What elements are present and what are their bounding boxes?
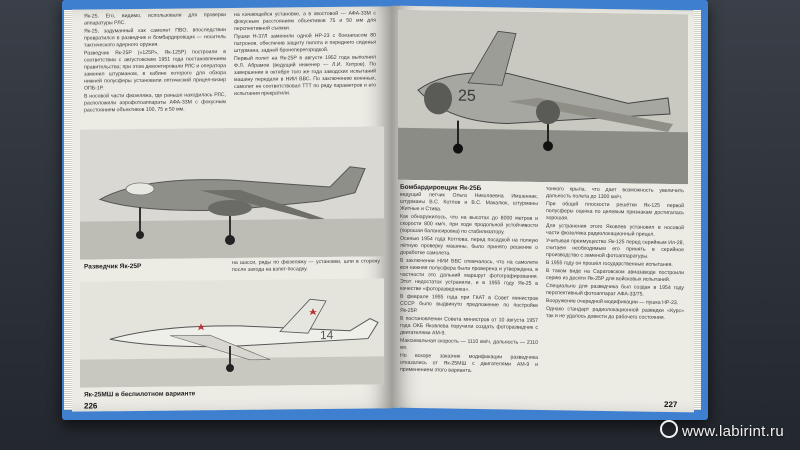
paragraph: Однако стандарт радиолокационной разведки «Курс» так и не удалось довести до рабочего состояния. <box>546 306 684 321</box>
left-page <box>72 6 392 411</box>
paragraph: В феврале 1955 года при ГКАТ в Совет министров СССР было выдвинуто предложение по постройке Як-25Р. <box>400 293 538 315</box>
right-column-2 <box>546 186 684 323</box>
paragraph: При общей плоскости решётки Як-125 первой полусферы оценка по целевым признакам достигалась хорошая. <box>546 201 684 222</box>
photo2-caption: Як-25МШ в беспилотном варианте <box>84 390 196 399</box>
paragraph: тонкого крыла, что дает возможность увеличить дальность полета до 1300 км/ч. <box>546 186 684 201</box>
left-top-column-2 <box>234 10 376 98</box>
paragraph: Осенью 1954 года Котлова, перед посадкой на полную лётную проверку машины, было принято решение о доработке самолета. <box>400 235 538 257</box>
svg-text:14: 14 <box>320 327 334 343</box>
page-edges-right <box>693 10 701 410</box>
paragraph: Як-25. Его, видимо, использовали для проверки аппаратуры РЛС. <box>84 12 226 27</box>
paragraph: Максимальная скорость — 1110 км/ч, дальность — 2110 км. <box>400 337 538 351</box>
photo-yak25r <box>80 126 384 259</box>
paragraph: Специально для разведчика был создан в 1954 году перспективный фотоаппарат АФА-33/75. <box>546 283 684 298</box>
page-number-right: 227 <box>664 399 678 410</box>
paragraph: В заключении НИИ ВВС отмечалось, что на самолете вся нижняя полусфера была проверена и утверждена, в частности это дальний маршрут фотографирования. Этот недостаток устранили, и в 1955 году Як-25 в качестве «фоторазведчика». <box>400 257 538 293</box>
photo1-caption: Разведчик Як-25Р <box>84 262 142 271</box>
paragraph: на шасси, ряды по фюзеляжу — установки, шли в сторону после захода на взлет-посадку. <box>232 258 380 273</box>
labirint-logo-icon <box>660 420 678 438</box>
photo-yak25b <box>398 10 688 185</box>
left-top-column-1 <box>84 12 226 115</box>
right-column-1 <box>400 192 538 377</box>
left-bottom-column <box>232 258 380 275</box>
paragraph: Вооружение очередной модификации — пушка НР-23. <box>546 298 679 307</box>
svg-text:25: 25 <box>458 87 476 105</box>
right-page <box>392 6 694 413</box>
watermark <box>660 420 784 440</box>
paragraph: Учитывая преимущество Як-125 перед серийным Ил-28, считаем необходимым его принять в серийное производство с заменой фотоаппаратуры. <box>546 238 684 260</box>
paragraph: Пушки Н-37Л заменили одной НР-23 с боезапасом 80 патронов, обеспечив защиту пилота и переднего сиденья штурмана, задней бронеперегородкой. <box>234 32 376 54</box>
photo-caption: Бомбардировщик Як-25Б <box>400 183 482 193</box>
page-edges-left <box>64 10 72 410</box>
paragraph: Для устранения этого Яковлев установил в носовой части фюзеляжа радиолокационный прицел. <box>546 223 684 238</box>
paragraph: Как обнаружилось, что на высотах до 8000 метров и скорости 800 км/ч, при ходе продольной устойчивости (хорошая балансировка) по стабилизатору. <box>400 213 538 236</box>
watermark-text: www.labirint.ru <box>681 423 784 440</box>
paragraph: Первый полет на Як-25Р в августе 1952 года выполнил Ф.Л. Абрамов (ведущий инженер — Л.И. Хитров). По завершении в октябре того же года заводских испытаний машину передали в НИИ ВВС. По заключению военных, самолет не соответствовал ТТТ по ряду параметров и его испытания прекратили. <box>234 54 376 97</box>
paragraph: В носовой части фюзеляжа, где раньше находилась РЛС, расположили аэрофотоаппараты АФА-33М с фокусным расстоянием объективов 100, 75 и 50 мм. <box>84 92 226 114</box>
paragraph: В таком виде на Саратовском авиазаводе построили серию из десяти Як-25Р для войсковых испытаний. <box>546 268 684 283</box>
paragraph: В постановлении Совета министров от 10 августа 1957 года ОКБ Яковлева поручили создать фоторазведчик с двигателями АМ-9. <box>400 315 538 337</box>
photo-yak25msh <box>80 278 384 387</box>
paragraph: Разведчик Як-25Р («125Р», Як-125Р) построили в соответствии с августовским 1951 года постановлением правительства; при этом демонтировали РЛС и оператора заменил штурманом, в кабине которого для обзора нижней полусферы установили оптический прицел-визир ОПБ-1Р. <box>84 49 226 92</box>
paragraph: ведущий летчик Ольга Николаевна Имшенник, штурманы В.С. Котлов и В.С. Макалюк, штурманы Житные и Стива. <box>400 191 538 213</box>
page-number-left: 226 <box>84 401 98 411</box>
paragraph: Як-25, задуманный как самолет ПВО, впоследствии превратился в разведчик и бомбардировщик — носитель тактического ядерного оружия. <box>84 27 226 49</box>
paragraph: на качающейся установке, а в хвостовой — АФА-33М с фокусным расстоянием объективов 75 и 50 мм для перспективной съемки. <box>234 10 376 32</box>
paragraph: В 1955 году он прошёл государственные испытания. <box>546 260 673 269</box>
paragraph: Но вскоре заказчик модификации разведчика отказались от Як-25МШ с двигателями АМ-9 и применением этого варианта. <box>400 352 538 374</box>
